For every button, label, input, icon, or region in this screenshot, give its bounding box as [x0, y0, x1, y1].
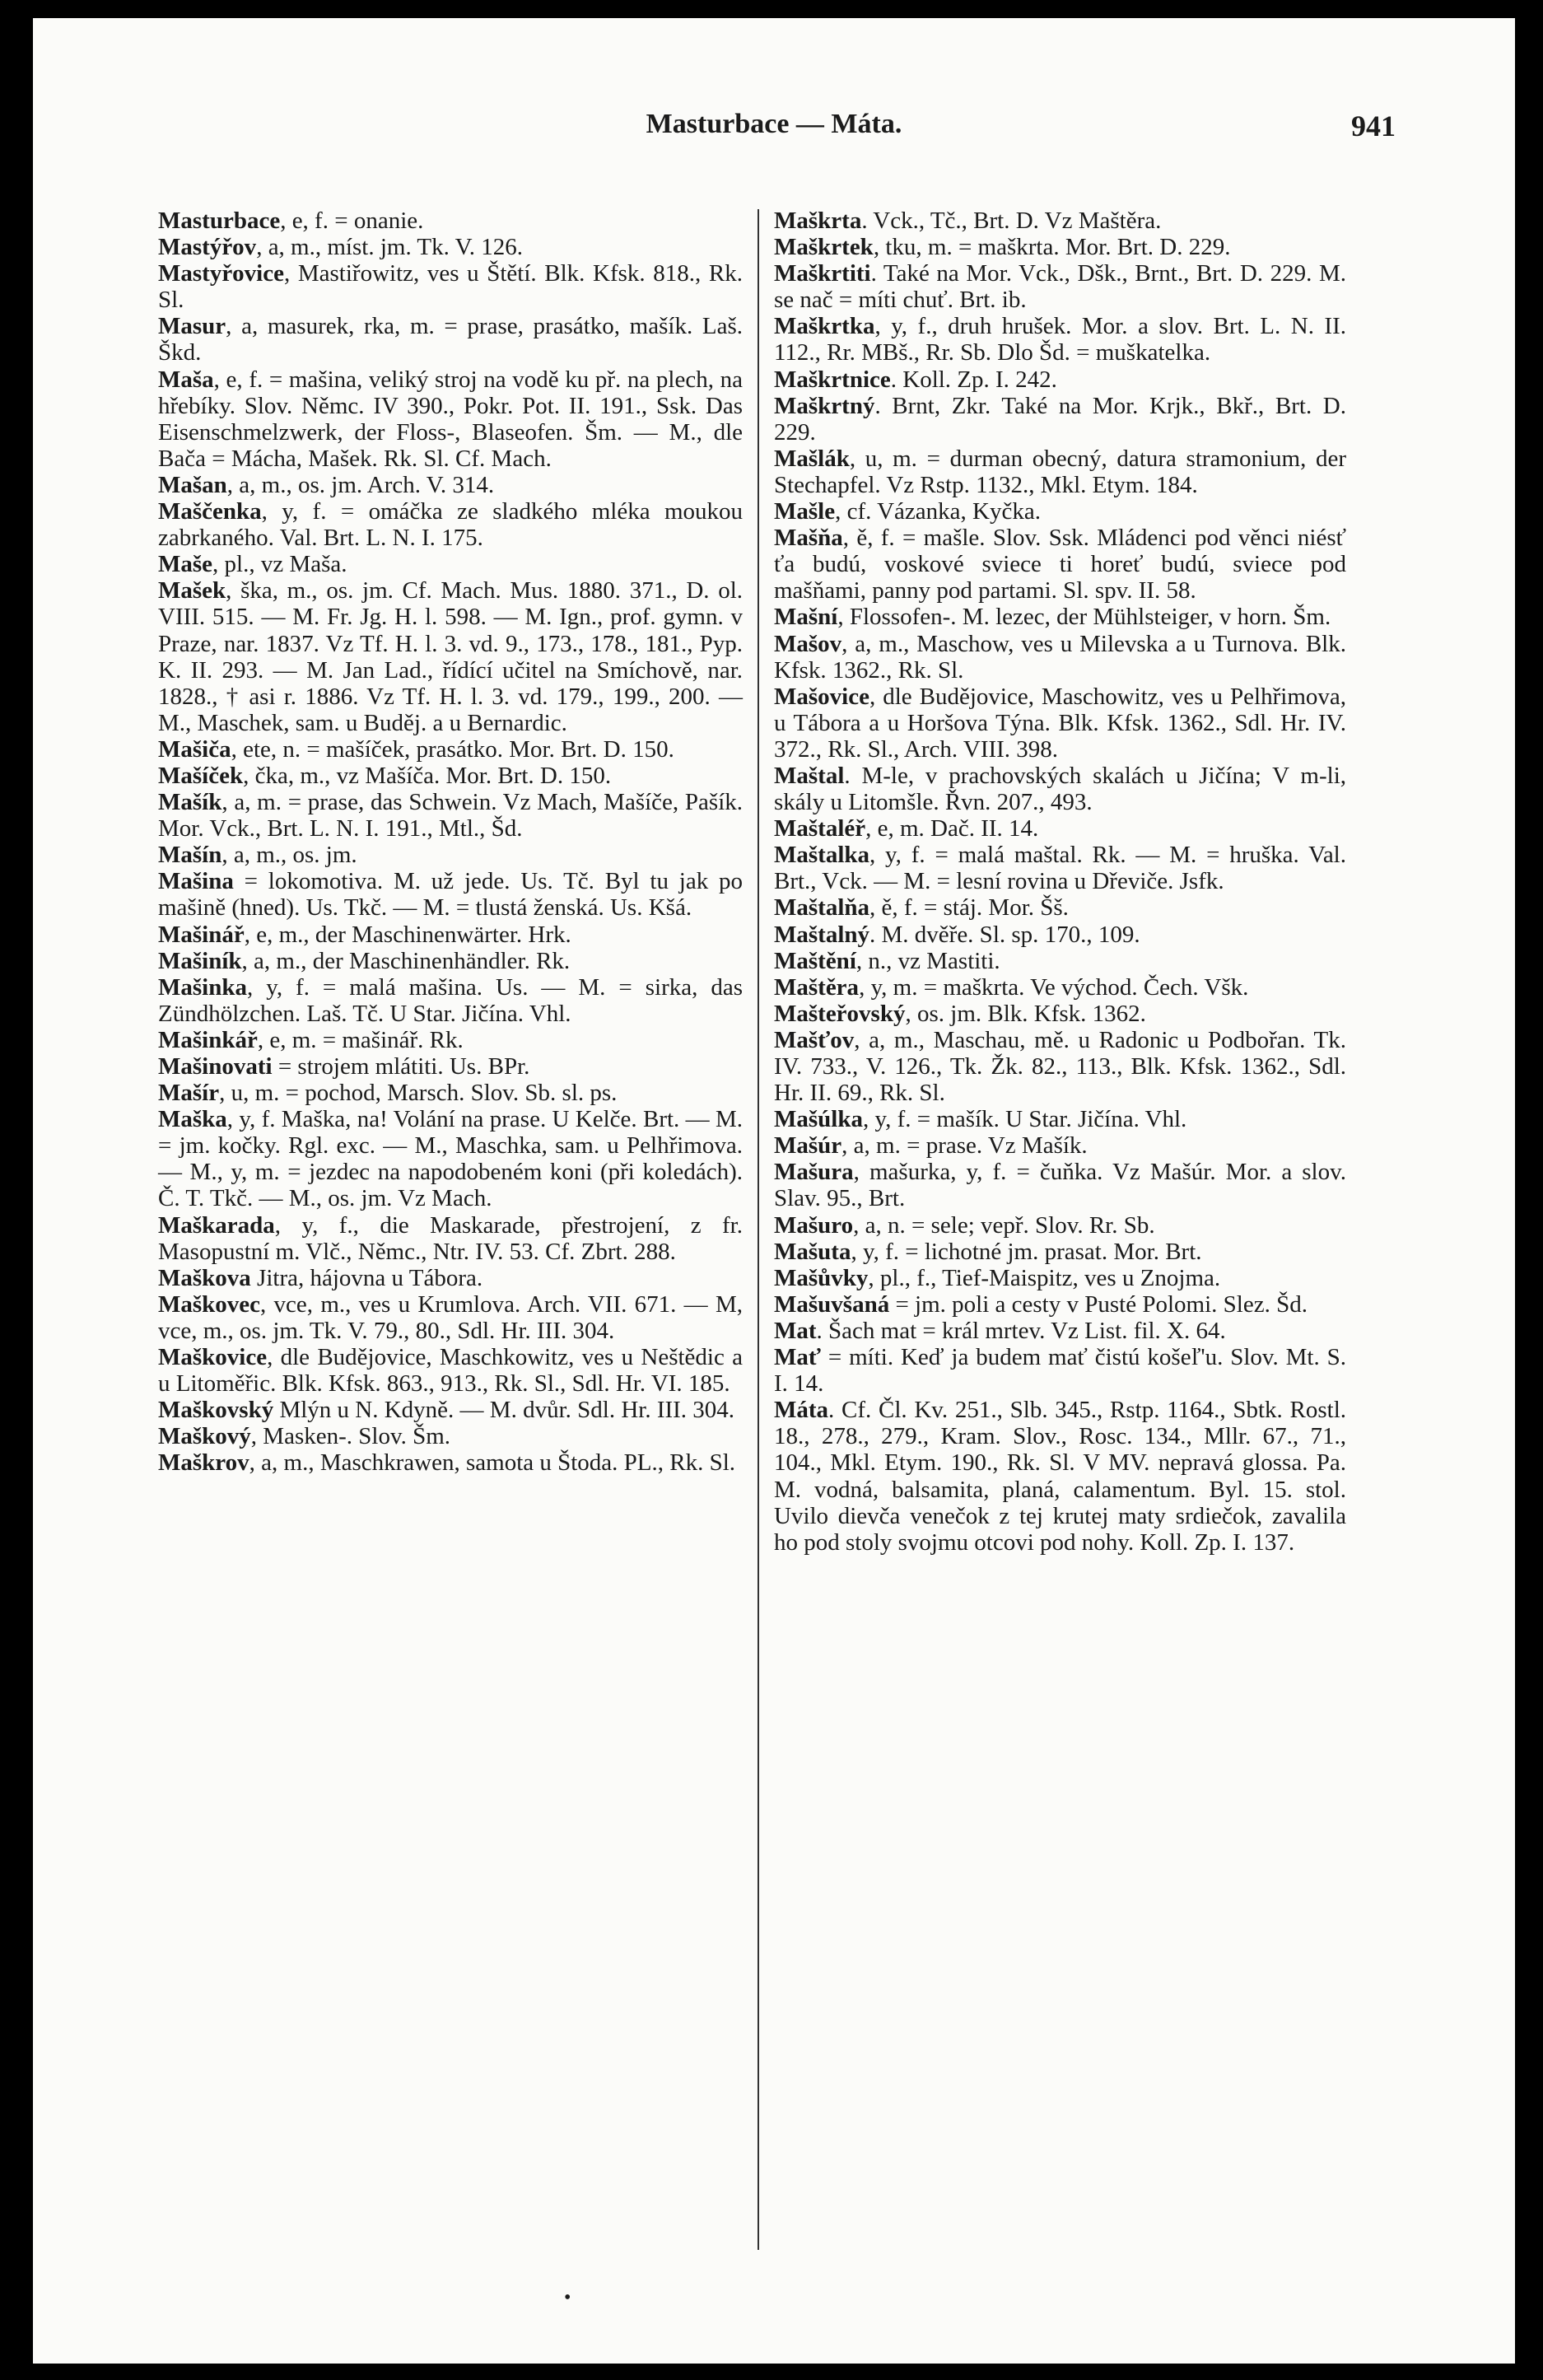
dictionary-entry: [158, 234, 743, 260]
entry-text: , u, m. = pochod, Marsch. Slov. Sb. sl. ps.: [219, 1080, 618, 1107]
entry-headword: Mastýřov: [158, 234, 257, 261]
entry-headword: Mašiník: [158, 947, 242, 974]
bottom-mark: •: [564, 2287, 571, 2308]
dictionary-entry: [774, 393, 1346, 446]
entry-headword: Mašíček: [158, 762, 244, 789]
entry-text: , Mastiřowitz, ves u Štětí. Blk. Kfsk. 818., Rk. Sl.: [158, 260, 743, 314]
dictionary-entry: [158, 551, 743, 577]
dictionary-entry: [774, 260, 1346, 313]
entry-text: , mašurka, y, f. = čuňka. Vz Mašúr. Mor. a slov. Slav. 95., Brt.: [774, 1159, 1346, 1212]
dictionary-entry: [774, 1132, 1346, 1159]
entry-text: , e, f. = onanie.: [280, 208, 424, 234]
entry-text: , y, f., die Maskarade, přestrojení, z fr. Masopustní m. Vlč., Němc., Ntr. IV. 53. Cf. Zbrt. 288.: [158, 1211, 743, 1265]
entry-headword: Mašan: [158, 471, 227, 498]
entry-text: , e, f. = mašina, veliký stroj na vodě ku př. na plech, na hřebíky. Slov. Němc. IV 390., Pokr. Pot. II. 191., Ssk. Das Eisenschmelzwerk, der Floss-, Blaseofen. Šm. — M., dle Bača = Mácha, Mašek. Rk. Sl. Cf. Mach.: [158, 366, 743, 472]
entry-text: , Masken-. Slov. Šm.: [250, 1423, 451, 1450]
dictionary-entry: [774, 631, 1346, 684]
entry-headword: Maškrtek: [774, 234, 874, 261]
entry-text: , a, m., Maschow, ves u Milevska a u Turnova. Blk. Kfsk. 1362., Rk. Sl.: [774, 630, 1346, 684]
entry-headword: Mašura: [774, 1159, 854, 1186]
entry-text: , a, m. = prase. Vz Mašík.: [841, 1132, 1088, 1160]
dictionary-entry: [774, 1291, 1346, 1318]
entry-text: , y, f. = malá maštal. Rk. — M. = hruška. Val. Brt., Vck. — M. = lesní rovina u Dřeviče. Jsfk.: [774, 842, 1346, 895]
entry-text: , tku, m. = maškrta. Mor. Brt. D. 229.: [873, 234, 1231, 261]
entry-headword: Maškový: [158, 1423, 251, 1450]
dictionary-entry: [158, 1423, 743, 1449]
running-title: Masturbace — Máta.: [646, 109, 902, 139]
entry-headword: Mašek: [158, 577, 226, 604]
entry-headword: Mašina: [158, 868, 234, 895]
entry-headword: Maškova: [158, 1264, 251, 1291]
entry-headword: Maštaléř: [774, 815, 866, 842]
dictionary-entry: [158, 1344, 743, 1397]
entry-text: . Brnt, Zkr. Také na Mor. Krjk., Bkř., Brt. D. 229.: [774, 392, 1346, 446]
dictionary-entry: [774, 1397, 1346, 1556]
left-column: [158, 208, 743, 1477]
entry-text: , dle Budějovice, Maschowitz, ves u Pelhřimova, u Tábora a u Horšova Týna. Blk. Kfsk. 1362., Sdl. Hr. IV. 372., Rk. Sl., Arch. VIII. 398.: [774, 683, 1346, 763]
dictionary-entry: [158, 948, 743, 974]
entry-text: , a, m., Maschau, mě. u Radonic u Podbořan. Tk. IV. 733., V. 126., Tk. Žk. 82., 113., Blk. Kfsk. 1362., Sdl. Hr. II. 69., Rk. Sl.: [774, 1026, 1346, 1107]
entry-headword: Mašteřovský: [774, 1000, 906, 1027]
entry-headword: Maškrtný: [774, 392, 875, 419]
dictionary-entry: [774, 1265, 1346, 1291]
entry-text: , ete, n. = mašíček, prasátko. Mor. Brt. D. 150.: [231, 735, 674, 763]
dictionary-entry: [774, 763, 1346, 815]
dictionary-entry: [158, 472, 743, 498]
entry-headword: Mašuro: [774, 1211, 854, 1239]
entry-text: , ě, f. = mašle. Slov. Ssk. Mládenci pod věnci niésť ťa budú, voskové sviece ti horeť budú, sviece pod mašňami, panny pod partami. Sl. spv. II. 58.: [774, 525, 1346, 604]
entry-headword: Maščenka: [158, 498, 262, 525]
entry-text: , a, m., Maschkrawen, samota u Štoda. PL., Rk. Sl.: [249, 1449, 736, 1477]
entry-headword: Maštal: [774, 762, 845, 789]
entry-headword: Mašinka: [158, 973, 247, 1001]
dictionary-entry: [774, 1159, 1346, 1211]
dictionary-entry: [774, 684, 1346, 763]
dictionary-entry: [158, 922, 743, 948]
dictionary-entry: [774, 948, 1346, 974]
dictionary-entry: [158, 313, 743, 366]
entry-headword: Maštěra: [774, 973, 860, 1001]
entry-text: , čka, m., vz Mašíča. Mor. Brt. D. 150.: [243, 762, 612, 789]
dictionary-entry: [774, 922, 1346, 948]
dictionary-entry: [774, 1344, 1346, 1397]
entry-text: , dle Budějovice, Maschkowitz, ves u Neštědic a u Litoměřic. Blk. Kfsk. 863., 913., Rk. Sl., Sdl. Hr. VI. 185.: [158, 1344, 743, 1398]
entry-text: , y, f. = malá mašina. Us. — M. = sirka, das Zündhölzchen. Laš. Tč. U Star. Jičína. Vhl.: [158, 973, 743, 1027]
entry-headword: Maškrtiti: [774, 260, 871, 287]
dictionary-entry: [158, 1053, 743, 1080]
dictionary-entry: [158, 260, 743, 313]
entry-text: , os. jm. Blk. Kfsk. 1362.: [905, 1000, 1146, 1027]
entry-headword: Mašiča: [158, 735, 231, 763]
entry-headword: Maška: [158, 1106, 227, 1133]
dictionary-entry: [158, 1027, 743, 1053]
dictionary-entry: [774, 1106, 1346, 1132]
entry-headword: Maškrov: [158, 1449, 249, 1477]
entry-headword: Mastyřovice: [158, 260, 284, 287]
dictionary-entry: [158, 1080, 743, 1106]
entry-text: . Koll. Zp. I. 242.: [890, 366, 1057, 393]
dictionary-entry: [774, 366, 1346, 393]
dictionary-page: [33, 18, 1515, 2364]
entry-headword: Mašňa: [774, 525, 843, 552]
page-header: [33, 109, 1515, 158]
entry-text: , pl., vz Maša.: [212, 551, 347, 578]
entry-headword: Maštalka: [774, 842, 869, 869]
entry-text: , y, f. = lichotné jm. prasat. Mor. Brt.: [851, 1238, 1202, 1265]
dictionary-entry: [774, 1027, 1346, 1106]
entry-headword: Maštalňa: [774, 894, 869, 922]
dictionary-entry: [774, 498, 1346, 525]
entry-text: . M. dvěře. Sl. sp. 170., 109.: [869, 921, 1140, 948]
dictionary-entry: [158, 974, 743, 1027]
entry-headword: Maškrtka: [774, 313, 875, 340]
entry-text: , ě, f. = stáj. Mor. Šš.: [869, 894, 1069, 922]
dictionary-entry: [774, 446, 1346, 498]
entry-text: , y, f. = mašík. U Star. Jičína. Vhl.: [862, 1106, 1187, 1133]
entry-text: = strojem mlátiti. Us. BPr.: [272, 1053, 530, 1080]
dictionary-entry: [774, 1001, 1346, 1027]
entry-headword: Mať: [774, 1344, 821, 1371]
entry-text: , e, m. = mašinář. Rk.: [257, 1026, 464, 1053]
entry-headword: Mašúr: [774, 1132, 842, 1160]
entry-text: , n., vz Mastiti.: [855, 947, 1000, 974]
entry-text: = lokomotiva. M. už jede. Us. Tč. Byl tu jak po mašině (hned). Us. Tkč. — M. = tlustá ženská. Us. Kšá.: [158, 868, 743, 922]
entry-text: , pl., f., Tief-Maispitz, ves u Znojma.: [868, 1264, 1221, 1291]
entry-text: . Vck., Tč., Brt. D. Vz Maštěra.: [861, 208, 1162, 234]
entry-text: , a, m., der Maschinenhändler. Rk.: [241, 947, 571, 974]
dictionary-entry: [158, 577, 743, 736]
entry-headword: Maškovský: [158, 1397, 274, 1424]
dictionary-entry: [774, 1212, 1346, 1239]
entry-headword: Mašťov: [774, 1026, 855, 1053]
dictionary-entry: [158, 498, 743, 551]
dictionary-entry: [158, 1449, 743, 1476]
dictionary-entry: [158, 789, 743, 842]
entry-text: = míti. Keď ja budem mať čistú košeľ'u. Slov. Mt. S. I. 14.: [774, 1344, 1346, 1398]
entry-headword: Mašír: [158, 1080, 220, 1107]
right-column: [774, 208, 1346, 1556]
dictionary-entry: [158, 1291, 743, 1344]
entry-headword: Maštalný: [774, 921, 869, 948]
entry-text: , y, f., druh hrušek. Mor. a slov. Brt. L. N. II. 112., Rr. MBš., Rr. Sb. Dlo Šd. = muškatelka.: [774, 313, 1346, 366]
dictionary-entry: [774, 208, 1346, 234]
entry-text: , e, m., der Maschinenwärter. Hrk.: [244, 921, 571, 948]
entry-text: , e, m. Dač. II. 14.: [865, 815, 1039, 842]
dictionary-entry: [158, 1106, 743, 1211]
entry-text: , ška, m., os. jm. Cf. Mach. Mus. 1880. 371., D. ol. VIII. 515. — M. Fr. Jg. H. l. 598. — M. Ign., prof. gymn. v Praze, nar. 1837. Vz Tf. H. l. 3. vd. 9., 173., 178., 181., Pyp. K. II. 293. — M. Jan Lad., řídící učitel na Smíchově, nar. 1828., † asi r. 1886. Vz Tf. H. l. 3. vd. 179., 199., 200. — M., Maschek, sam. u Buděj. a u Bernardic.: [158, 577, 743, 736]
entry-headword: Mašovice: [774, 683, 869, 710]
entry-text: , vce, m., ves u Krumlova. Arch. VII. 671. — M, vce, m., os. jm. Tk. V. 79., 80., Sdl. Hr. III. 304.: [158, 1290, 743, 1344]
dictionary-entry: [158, 736, 743, 763]
dictionary-entry: [158, 868, 743, 921]
entry-headword: Mašůvky: [774, 1264, 869, 1291]
entry-headword: Mašinář: [158, 921, 245, 948]
dictionary-entry: [774, 974, 1346, 1001]
entry-headword: Maškovec: [158, 1290, 261, 1318]
entry-headword: Maše: [158, 551, 213, 578]
entry-headword: Mašúlka: [774, 1106, 863, 1133]
entry-text: = jm. poli a cesty v Pusté Polomi. Slez. Šd.: [889, 1290, 1308, 1318]
entry-headword: Mašinkář: [158, 1026, 258, 1053]
dictionary-entry: [158, 842, 743, 868]
dictionary-entry: [158, 1212, 743, 1265]
entry-text: . M-le, v prachovských skalách u Jičína; V m-li, skály u Litomšle. Řvn. 207., 493.: [774, 762, 1346, 816]
entry-headword: Maškrta: [774, 208, 862, 234]
entry-headword: Masur: [158, 313, 226, 340]
entry-headword: Mašní: [774, 604, 838, 631]
entry-headword: Mat: [774, 1317, 817, 1344]
entry-headword: Maškarada: [158, 1211, 275, 1239]
dictionary-entry: [774, 842, 1346, 894]
entry-headword: Maškrtnice: [774, 366, 891, 393]
entry-headword: Mašlák: [774, 445, 850, 472]
entry-headword: Mašík: [158, 789, 222, 816]
column-divider: [758, 209, 759, 2250]
page-number: 941: [1351, 110, 1396, 142]
dictionary-entry: [158, 366, 743, 472]
entry-text: . Šach mat = král mrtev. Vz List. fil. X. 64.: [816, 1317, 1226, 1344]
dictionary-entry: [774, 894, 1346, 921]
entry-text: , a, m., míst. jm. Tk. V. 126.: [256, 234, 524, 261]
dictionary-entry: [774, 1239, 1346, 1265]
entry-headword: Mašle: [774, 498, 836, 525]
entry-headword: Mašuvšaná: [774, 1290, 890, 1318]
entry-text: , y, f. = omáčka ze sladkého mléka moukou zabrkaného. Val. Brt. L. N. I. 175.: [158, 498, 743, 552]
dictionary-entry: [158, 1265, 743, 1291]
dictionary-entry: [158, 763, 743, 789]
entry-text: . Cf. Čl. Kv. 251., Slb. 345., Rstp. 1164., Sbtk. Rostl. 18., 278., 279., Kram. Slov., Rosc. 134., Mllr. 67., 71., 104., Mkl. Etym. 190., Rk. Sl. V MV. nepravá glossa. Pa. M. vodná, balsamita, planá, calamentum. Byl. 15. stol. Uvilo dievča venečok z tej krutej maty srdiečok, zavalila ho pod stoly svojmu otcovi pod nohy. Koll. Zp. I. 137.: [774, 1397, 1346, 1556]
entry-text: , u, m. = durman obecný, datura stramonium, der Stechapfel. Vz Rstp. 1132., Mkl. Etym. 184.: [774, 445, 1346, 498]
entry-headword: Máta: [774, 1397, 829, 1424]
dictionary-entry: [158, 1397, 743, 1423]
dictionary-entry: [774, 525, 1346, 604]
dictionary-entry: [774, 1318, 1346, 1344]
entry-headword: Mašuta: [774, 1238, 851, 1265]
dictionary-entry: [774, 234, 1346, 260]
entry-headword: Maša: [158, 366, 214, 393]
entry-text: , a, m. = prase, das Schwein. Vz Mach, Mašíče, Pašík. Mor. Vck., Brt. L. N. I. 191., Mtl., Šd.: [158, 789, 743, 842]
dictionary-entry: [158, 208, 743, 234]
entry-text: , cf. Vázanka, Kyčka.: [835, 498, 1041, 525]
entry-headword: Mašín: [158, 842, 222, 869]
entry-text: Mlýn u N. Kdyně. — M. dvůr. Sdl. Hr. III. 304.: [273, 1397, 735, 1424]
entry-headword: Masturbace: [158, 208, 281, 234]
dictionary-entry: [774, 604, 1346, 630]
entry-headword: Mašov: [774, 630, 842, 657]
entry-headword: Maštění: [774, 947, 856, 974]
dictionary-entry: [774, 815, 1346, 842]
entry-text: , a, m., os. jm.: [221, 842, 357, 869]
dictionary-entry: [774, 313, 1346, 366]
entry-text: , a, m., os. jm. Arch. V. 314.: [226, 471, 495, 498]
entry-text: . Také na Mor. Vck., Dšk., Brnt., Brt. D. 229. M. se nač = míti chuť. Brt. ib.: [774, 260, 1346, 314]
entry-text: , a, n. = sele; vepř. Slov. Rr. Sb.: [853, 1211, 1155, 1239]
entry-text: , Flossofen-. M. lezec, der Mühlsteiger, v horn. Šm.: [837, 604, 1331, 631]
entry-headword: Mašinovati: [158, 1053, 273, 1080]
entry-headword: Maškovice: [158, 1344, 268, 1371]
entry-text: , y, m. = maškrta. Ve východ. Čech. Všk.: [859, 973, 1249, 1001]
entry-text: Jitra, hájovna u Tábora.: [250, 1264, 483, 1291]
entry-text: , a, masurek, rka, m. = prase, prasátko, mašík. Laš. Škd.: [158, 313, 743, 366]
entry-text: , y, f. Maška, na! Volání na prase. U Kelče. Brt. — M. = jm. kočky. Rgl. exc. — M., Maschka, sam. u Pelhřimova. — M., y, m. = jezdec na napodobeném koni (při koledách). Č. T. Tkč. — M., os. jm. Vz Mach.: [158, 1106, 743, 1212]
